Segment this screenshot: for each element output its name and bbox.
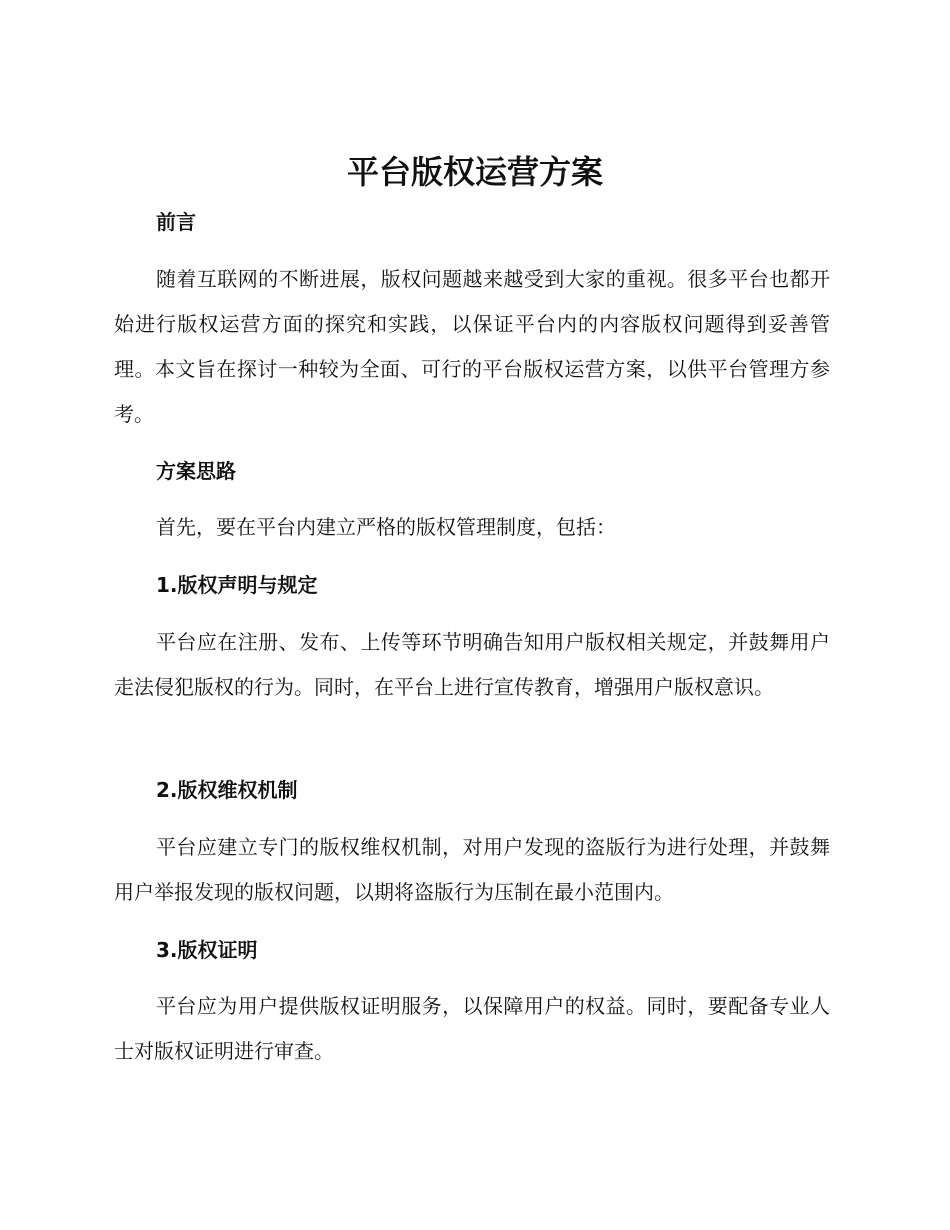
section-paragraph-copyright-proof: 平台应为用户提供版权证明服务，以保障用户的权益。同时，要配备专业人士对版权证明进行审查。 <box>114 994 830 1063</box>
section-heading-copyright-statement: 1.版权声明与规定 <box>156 573 318 597</box>
section-heading-plan-idea: 方案思路 <box>156 459 236 483</box>
section-heading-rights-protection: 2.版权维权机制 <box>156 778 298 802</box>
document-title: 平台版权运营方案 <box>346 153 603 191</box>
section-heading-preface: 前言 <box>156 210 196 234</box>
section-paragraph-copyright-statement: 平台应在注册、发布、上传等环节明确告知用户版权相关规定，并鼓舞用户走法侵犯版权的行为。同时，在平台上进行宣传教育，增强用户版权意识。 <box>114 630 830 699</box>
section-paragraph-plan-idea: 首先，要在平台内建立严格的版权管理制度，包括： <box>156 515 616 539</box>
section-heading-copyright-proof: 3.版权证明 <box>156 938 258 962</box>
section-paragraph-preface: 随着互联网的不断进展，版权问题越来越受到大家的重视。很多平台也都开始进行版权运营方面的探究和实践，以保证平台内的内容版权问题得到妥善管理。本文旨在探讨一种较为全面、可行的平台版权运营方案，以供平台管理方参考。 <box>114 267 830 426</box>
section-paragraph-rights-protection: 平台应建立专门的版权维权机制，对用户发现的盗版行为进行处理，并鼓舞用户举报发现的版权问题，以期将盗版行为压制在最小范围内。 <box>114 835 830 904</box>
